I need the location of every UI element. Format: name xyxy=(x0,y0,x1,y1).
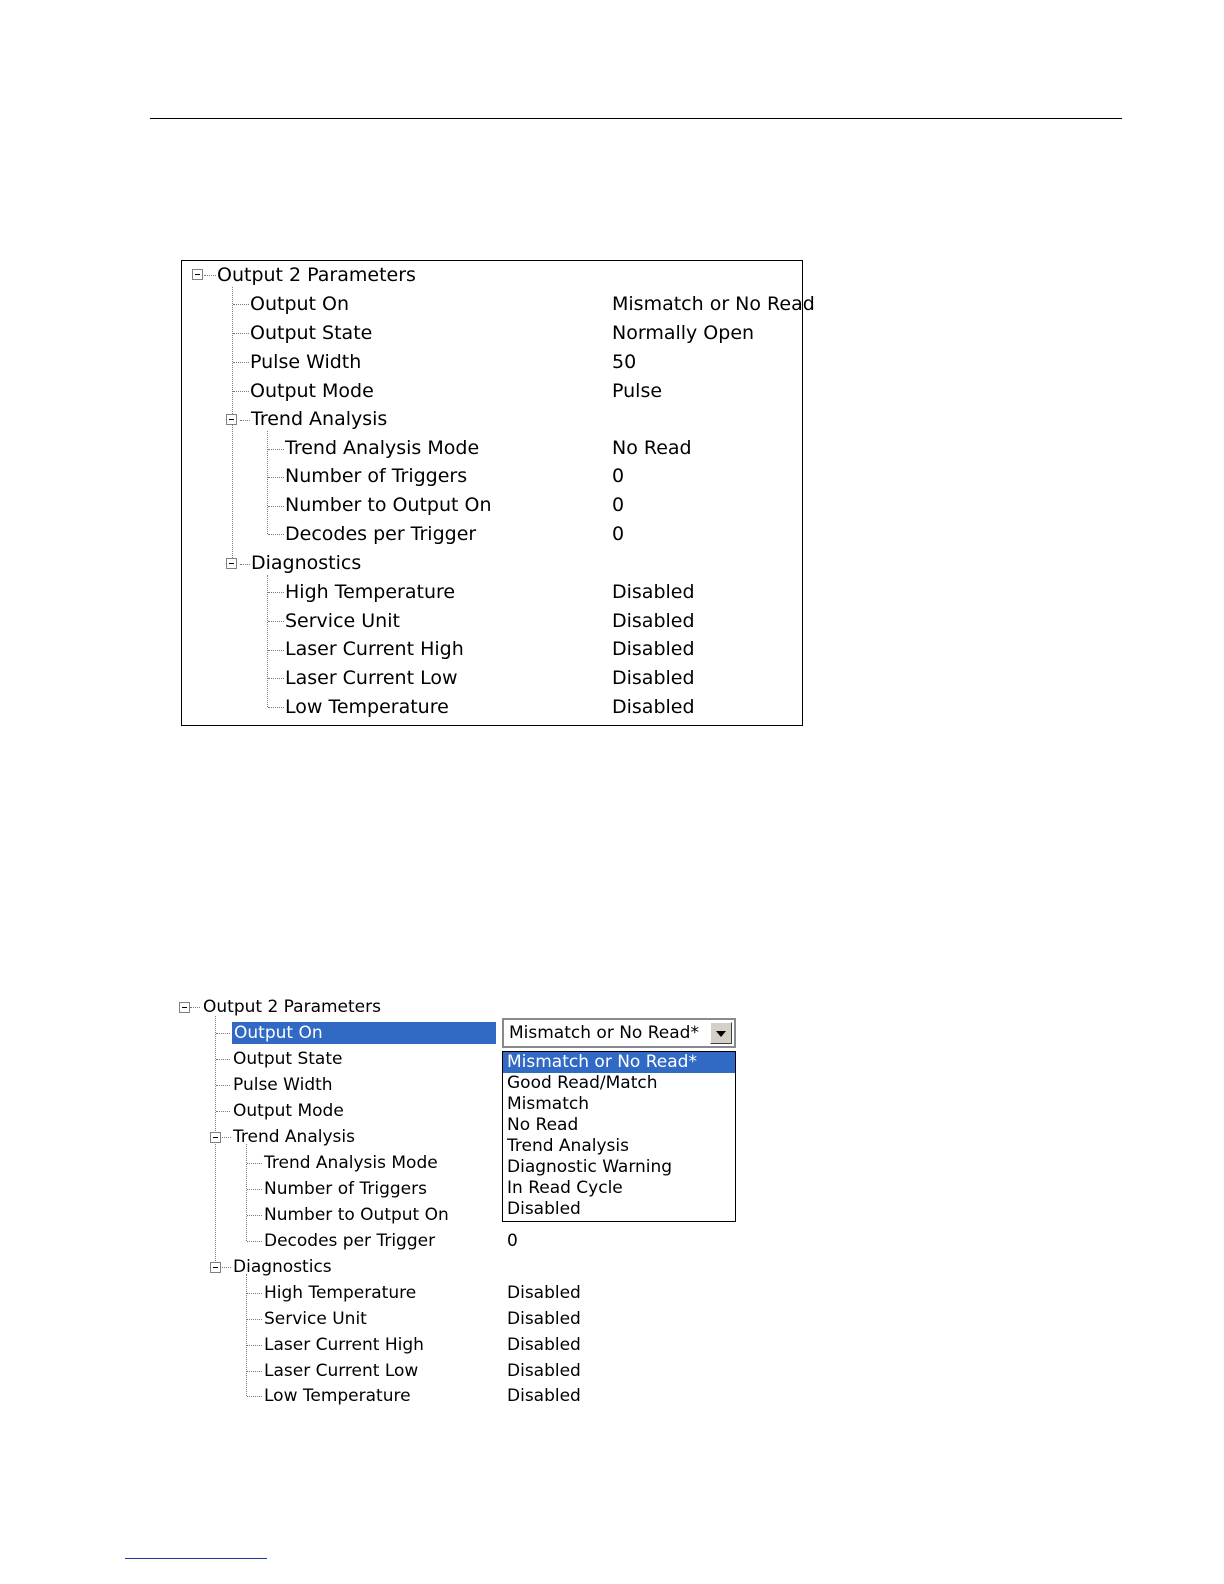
tree-item-number-to-output-on[interactable]: Number to Output On xyxy=(285,494,492,516)
tree-line xyxy=(240,420,250,421)
tree-line xyxy=(268,477,284,478)
tree-item-output-state[interactable]: Output State xyxy=(250,322,373,344)
tree-line xyxy=(268,650,284,651)
tree-line xyxy=(268,707,284,708)
value-laser-current-high[interactable]: Disabled xyxy=(612,638,695,660)
value-laser-current-low[interactable]: Disabled xyxy=(507,1361,581,1381)
tree-line xyxy=(268,449,284,450)
tree-line xyxy=(247,1241,262,1242)
tree-item-high-temperature[interactable]: High Temperature xyxy=(285,581,456,603)
tree-panel-static xyxy=(181,260,815,726)
value-trend-analysis-mode[interactable]: No Read xyxy=(612,437,692,459)
tree-item-number-of-triggers[interactable]: Number of Triggers xyxy=(285,465,468,487)
tree-panel-dropdown-open xyxy=(170,994,750,1414)
dropdown-option-trend-analysis[interactable]: Trend Analysis xyxy=(507,1136,629,1156)
tree-line xyxy=(268,534,284,535)
value-number-of-triggers[interactable]: 0 xyxy=(612,465,625,487)
tree-line xyxy=(216,1085,230,1086)
tree-item-laser-current-low[interactable]: Laser Current Low xyxy=(285,667,458,689)
footer-rule xyxy=(125,1558,267,1559)
dropdown-option-no-read[interactable]: No Read xyxy=(507,1115,579,1135)
tree-node-diagnostics[interactable]: Diagnostics xyxy=(233,1257,332,1277)
output-on-dropdown-list xyxy=(502,1051,736,1222)
tree-line xyxy=(232,287,233,564)
value-pulse-width[interactable]: 50 xyxy=(612,351,637,373)
value-number-to-output-on[interactable]: 0 xyxy=(612,494,625,516)
value-decodes-per-trigger[interactable]: 0 xyxy=(507,1231,518,1251)
tree-item-pulse-width[interactable]: Pulse Width xyxy=(250,351,362,373)
collapse-icon[interactable] xyxy=(210,1262,221,1273)
dropdown-option-disabled[interactable]: Disabled xyxy=(507,1199,581,1219)
tree-item-low-temperature[interactable]: Low Temperature xyxy=(285,696,449,718)
tree-item-trend-analysis-mode[interactable]: Trend Analysis Mode xyxy=(285,437,480,459)
tree-line xyxy=(247,1345,262,1346)
tree-line xyxy=(216,1111,230,1112)
tree-line xyxy=(233,304,249,305)
tree-item-decodes-per-trigger[interactable]: Decodes per Trigger xyxy=(285,523,477,545)
dropdown-option-mismatch-or-no-read[interactable]: Mismatch or No Read* xyxy=(503,1052,735,1073)
tree-line xyxy=(247,1319,262,1320)
tree-root-label[interactable]: Output 2 Parameters xyxy=(203,997,381,1017)
collapse-icon[interactable] xyxy=(179,1002,190,1013)
tree-item-laser-current-low[interactable]: Laser Current Low xyxy=(264,1361,419,1381)
dropdown-option-in-read-cycle[interactable]: In Read Cycle xyxy=(507,1178,623,1198)
tree-line xyxy=(247,1189,262,1190)
collapse-icon[interactable] xyxy=(192,269,203,280)
tree-node-trend-analysis[interactable]: Trend Analysis xyxy=(251,408,388,430)
tree-item-high-temperature[interactable]: High Temperature xyxy=(264,1283,417,1303)
tree-line xyxy=(216,1059,230,1060)
tree-line xyxy=(222,1267,231,1268)
collapse-icon[interactable] xyxy=(226,558,237,569)
tree-line xyxy=(247,1396,262,1397)
output-on-combobox[interactable] xyxy=(502,1018,736,1048)
tree-item-output-state[interactable]: Output State xyxy=(233,1049,343,1069)
collapse-icon[interactable] xyxy=(210,1132,221,1143)
tree-line xyxy=(247,1215,262,1216)
tree-item-low-temperature[interactable]: Low Temperature xyxy=(264,1386,411,1406)
tree-line xyxy=(267,431,268,534)
value-decodes-per-trigger[interactable]: 0 xyxy=(612,523,625,545)
tree-item-output-on-selected[interactable]: Output On xyxy=(232,1022,496,1044)
combobox-value: Mismatch or No Read* xyxy=(509,1023,699,1043)
tree-item-pulse-width[interactable]: Pulse Width xyxy=(233,1075,333,1095)
tree-line xyxy=(233,362,249,363)
tree-root-label[interactable]: Output 2 Parameters xyxy=(217,264,416,286)
tree-line xyxy=(233,391,249,392)
value-output-state[interactable]: Normally Open xyxy=(612,322,755,344)
dropdown-option-mismatch[interactable]: Mismatch xyxy=(507,1094,590,1114)
tree-line xyxy=(268,592,284,593)
tree-item-number-to-output-on[interactable]: Number to Output On xyxy=(264,1205,449,1225)
dropdown-option-good-read-match[interactable]: Good Read/Match xyxy=(507,1073,658,1093)
tree-line xyxy=(247,1371,262,1372)
tree-line xyxy=(190,1007,200,1008)
tree-item-output-on[interactable]: Output On xyxy=(250,293,350,315)
tree-line xyxy=(204,275,216,276)
tree-line xyxy=(268,506,284,507)
collapse-icon[interactable] xyxy=(226,414,237,425)
tree-item-output-mode[interactable]: Output Mode xyxy=(233,1101,344,1121)
tree-line xyxy=(246,1144,247,1241)
tree-line xyxy=(247,1293,262,1294)
tree-line xyxy=(247,1163,262,1164)
value-high-temperature[interactable]: Disabled xyxy=(507,1283,581,1303)
tree-item-trend-analysis-mode[interactable]: Trend Analysis Mode xyxy=(264,1153,438,1173)
tree-item-laser-current-high[interactable]: Laser Current High xyxy=(264,1335,424,1355)
value-low-temperature[interactable]: Disabled xyxy=(507,1386,581,1406)
tree-line xyxy=(222,1137,231,1138)
tree-item-output-mode[interactable]: Output Mode xyxy=(250,380,374,402)
value-low-temperature[interactable]: Disabled xyxy=(612,696,695,718)
chevron-down-icon[interactable] xyxy=(710,1022,732,1044)
value-output-mode[interactable]: Pulse xyxy=(612,380,663,402)
tree-node-trend-analysis[interactable]: Trend Analysis xyxy=(233,1127,355,1147)
header-rule xyxy=(150,118,1122,119)
value-service-unit[interactable]: Disabled xyxy=(612,610,695,632)
tree-item-number-of-triggers[interactable]: Number of Triggers xyxy=(264,1179,427,1199)
value-high-temperature[interactable]: Disabled xyxy=(612,581,695,603)
tree-line xyxy=(267,575,268,707)
tree-item-laser-current-high[interactable]: Laser Current High xyxy=(285,638,464,660)
tree-item-service-unit[interactable]: Service Unit xyxy=(264,1309,367,1329)
tree-line xyxy=(268,621,284,622)
dropdown-option-diagnostic-warning[interactable]: Diagnostic Warning xyxy=(507,1157,673,1177)
tree-node-diagnostics[interactable]: Diagnostics xyxy=(251,552,362,574)
tree-line xyxy=(240,564,250,565)
value-service-unit[interactable]: Disabled xyxy=(507,1309,581,1329)
tree-line xyxy=(268,678,284,679)
tree-item-decodes-per-trigger[interactable]: Decodes per Trigger xyxy=(264,1231,436,1251)
tree-item-service-unit[interactable]: Service Unit xyxy=(285,610,400,632)
value-laser-current-low[interactable]: Disabled xyxy=(612,667,695,689)
tree-line xyxy=(233,333,249,334)
tree-line xyxy=(216,1033,230,1034)
value-laser-current-high[interactable]: Disabled xyxy=(507,1335,581,1355)
value-output-on[interactable]: Mismatch or No Read xyxy=(612,293,815,315)
